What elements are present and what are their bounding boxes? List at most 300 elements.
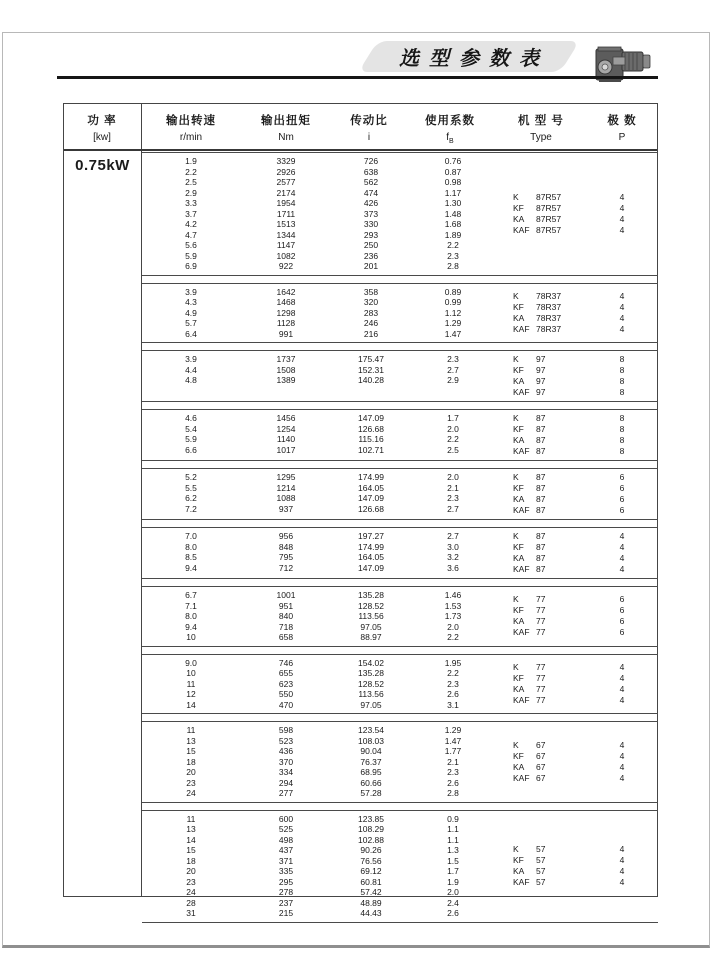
model-type-row bbox=[513, 424, 655, 435]
model-type-row bbox=[513, 773, 655, 784]
torque-value: 523 bbox=[278, 735, 294, 746]
poles-value: 6 bbox=[619, 494, 625, 504]
fb-column bbox=[413, 156, 493, 272]
model-prefix: KA bbox=[513, 761, 525, 772]
speed-value: 9.4 bbox=[185, 562, 197, 573]
torque-value: 371 bbox=[278, 855, 294, 866]
service-factor-value: 1.48 bbox=[444, 208, 462, 219]
torque-value: 1508 bbox=[276, 364, 296, 375]
ratio-value: 216 bbox=[363, 328, 379, 339]
torque-column bbox=[246, 413, 326, 455]
torque-value: 937 bbox=[278, 503, 294, 514]
model-size: 57 bbox=[536, 855, 546, 865]
model-prefix: K bbox=[513, 844, 519, 854]
service-factor-value: 0.9 bbox=[447, 813, 459, 824]
speed-column bbox=[151, 472, 231, 514]
torque-value: 1082 bbox=[276, 250, 296, 261]
torque-value: 600 bbox=[278, 813, 294, 824]
service-factor-value: 2.3 bbox=[447, 678, 459, 689]
model-size: 87R57 bbox=[536, 224, 562, 235]
model-prefix: K bbox=[513, 661, 519, 672]
torque-column bbox=[246, 354, 326, 386]
service-factor-value: 3.1 bbox=[447, 699, 459, 710]
model-type-row bbox=[513, 291, 655, 302]
model-type-list bbox=[513, 472, 655, 516]
ratio-value: 123.54 bbox=[358, 725, 384, 735]
ratio-value: 68.95 bbox=[360, 767, 382, 777]
speed-value: 6.7 bbox=[185, 590, 197, 600]
model-type-row bbox=[513, 627, 655, 638]
service-factor-value: 1.7 bbox=[447, 866, 459, 876]
model-size: 67 bbox=[536, 739, 546, 750]
model-type-list bbox=[513, 740, 655, 784]
ratio-value: 60.81 bbox=[360, 876, 382, 887]
model-prefix: KA bbox=[513, 312, 525, 323]
model-prefix: KAF bbox=[513, 224, 530, 235]
ratio-value: 48.89 bbox=[360, 897, 382, 908]
model-type-list bbox=[513, 354, 655, 398]
model-size: 78R37 bbox=[536, 323, 562, 334]
service-factor-value: 2.6 bbox=[447, 908, 459, 918]
torque-value: 1017 bbox=[276, 444, 296, 455]
service-factor-value: 3.2 bbox=[447, 552, 459, 562]
poles-value: 4 bbox=[619, 683, 625, 694]
model-prefix: KF bbox=[513, 365, 524, 375]
model-prefix: KAF bbox=[513, 694, 530, 705]
speed-value: 5.2 bbox=[185, 472, 197, 482]
speed-value: 5.9 bbox=[185, 434, 197, 444]
poles-value: 8 bbox=[619, 413, 625, 423]
selection-parameter-table bbox=[63, 103, 658, 918]
ratio-value: 152.31 bbox=[358, 364, 384, 375]
model-prefix: KAF bbox=[513, 505, 530, 515]
gearmotor-photo-icon bbox=[593, 40, 657, 88]
service-factor-value: 2.4 bbox=[447, 897, 459, 908]
torque-value: 1389 bbox=[276, 375, 296, 385]
model-type-row bbox=[513, 553, 655, 564]
header-output-speed bbox=[136, 104, 246, 143]
poles-value: 8 bbox=[619, 354, 625, 364]
poles-value: 6 bbox=[619, 483, 625, 493]
model-type-list bbox=[513, 662, 655, 706]
service-factor-value: 1.17 bbox=[444, 187, 462, 198]
speed-value: 23 bbox=[186, 876, 196, 887]
torque-value: 2926 bbox=[276, 166, 296, 177]
ratio-value: 128.52 bbox=[358, 678, 384, 689]
service-factor-value: 1.29 bbox=[444, 318, 462, 328]
model-size: 87 bbox=[536, 494, 546, 504]
model-size: 87 bbox=[536, 424, 546, 434]
service-factor-value: 2.8 bbox=[447, 261, 459, 271]
model-type-row bbox=[513, 313, 655, 324]
ratio-group-block bbox=[142, 152, 658, 276]
model-prefix: KA bbox=[513, 435, 525, 445]
speed-value: 11 bbox=[186, 678, 196, 689]
model-type-row bbox=[513, 673, 655, 684]
model-prefix: KAF bbox=[513, 772, 530, 783]
service-factor-value: 2.1 bbox=[447, 756, 459, 767]
ratio-column bbox=[331, 287, 411, 340]
header-power-unit: [kw] bbox=[93, 132, 111, 143]
torque-value: 550 bbox=[278, 689, 294, 699]
model-type-list bbox=[513, 594, 655, 638]
speed-value: 10 bbox=[186, 632, 196, 642]
model-type-row bbox=[513, 542, 655, 553]
speed-value: 5.7 bbox=[185, 318, 197, 328]
fb-column bbox=[413, 590, 493, 643]
torque-value: 1295 bbox=[276, 472, 296, 482]
fb-column bbox=[413, 354, 493, 386]
ratio-value: 293 bbox=[363, 229, 379, 240]
ratio-value: 135.28 bbox=[358, 668, 384, 678]
ratio-value: 474 bbox=[363, 187, 379, 198]
poles-value: 4 bbox=[619, 224, 625, 235]
service-factor-value: 3.6 bbox=[447, 562, 459, 573]
model-size: 87 bbox=[536, 564, 546, 574]
ratio-value: 250 bbox=[363, 240, 379, 250]
model-type-row bbox=[513, 203, 655, 214]
header-output-torque-unit: Nm bbox=[278, 132, 294, 143]
model-type-row bbox=[513, 762, 655, 773]
torque-column bbox=[246, 156, 326, 272]
model-prefix: KF bbox=[513, 424, 524, 434]
torque-value: 1737 bbox=[276, 354, 296, 364]
model-type-row bbox=[513, 695, 655, 706]
model-type-row bbox=[513, 855, 655, 866]
poles-value: 4 bbox=[619, 323, 625, 334]
ratio-group-blocks bbox=[142, 152, 658, 930]
ratio-value: 108.03 bbox=[358, 735, 384, 746]
service-factor-value: 2.2 bbox=[447, 668, 459, 678]
torque-value: 1711 bbox=[276, 208, 296, 219]
poles-value: 4 bbox=[619, 213, 625, 224]
torque-value: 498 bbox=[278, 834, 294, 845]
title-banner bbox=[368, 41, 570, 72]
torque-value: 746 bbox=[278, 657, 294, 668]
torque-value: 1344 bbox=[276, 229, 296, 240]
model-prefix: KA bbox=[513, 213, 525, 224]
poles-value: 6 bbox=[619, 594, 625, 605]
torque-column bbox=[246, 658, 326, 711]
speed-value: 4.7 bbox=[185, 229, 197, 240]
model-type-row bbox=[513, 605, 655, 616]
speed-value: 8.0 bbox=[185, 541, 197, 552]
service-factor-value: 1.29 bbox=[444, 725, 462, 735]
fb-column bbox=[413, 413, 493, 455]
speed-value: 5.9 bbox=[185, 250, 197, 261]
model-size: 97 bbox=[536, 387, 546, 397]
ratio-value: 201 bbox=[363, 261, 379, 271]
model-size: 87 bbox=[536, 483, 546, 493]
fb-column bbox=[413, 287, 493, 340]
header-service-factor-unit: $f_B$ bbox=[446, 132, 454, 145]
ratio-group-block bbox=[142, 283, 658, 344]
poles-value: 6 bbox=[619, 472, 625, 482]
service-factor-value: 2.3 bbox=[447, 354, 459, 364]
torque-column bbox=[246, 725, 326, 799]
poles-value: 8 bbox=[619, 424, 625, 434]
service-factor-value: 2.0 bbox=[447, 887, 459, 897]
ratio-value: 147.09 bbox=[358, 413, 384, 423]
model-size: 78R37 bbox=[536, 301, 562, 312]
speed-value: 7.1 bbox=[185, 600, 197, 611]
ratio-value: 90.26 bbox=[360, 845, 382, 855]
ratio-value: 562 bbox=[363, 177, 379, 187]
fb-column bbox=[413, 472, 493, 514]
service-factor-value: 1.5 bbox=[447, 855, 459, 866]
ratio-value: 320 bbox=[363, 297, 379, 307]
model-type-row bbox=[513, 531, 655, 542]
poles-value: 4 bbox=[619, 855, 625, 865]
service-factor-value: 2.7 bbox=[447, 531, 459, 541]
speed-value: 3.7 bbox=[185, 208, 197, 219]
model-size: 87R57 bbox=[536, 202, 562, 213]
ratio-value: 175.47 bbox=[358, 354, 384, 364]
speed-value: 8.5 bbox=[185, 552, 197, 562]
poles-value: 4 bbox=[619, 844, 625, 854]
model-type-list bbox=[513, 192, 655, 236]
model-prefix: KF bbox=[513, 855, 524, 865]
ratio-value: 164.05 bbox=[358, 482, 384, 493]
speed-value: 3.9 bbox=[185, 354, 197, 364]
header-model-type-unit: Type bbox=[530, 132, 552, 143]
ratio-value: 97.05 bbox=[360, 699, 382, 710]
poles-value: 8 bbox=[619, 387, 625, 397]
speed-value: 24 bbox=[186, 887, 196, 897]
torque-column bbox=[246, 472, 326, 514]
poles-value: 4 bbox=[619, 772, 625, 783]
speed-value: 15 bbox=[186, 746, 196, 756]
model-type-row bbox=[513, 376, 655, 387]
ratio-column bbox=[331, 413, 411, 455]
ratio-value: 330 bbox=[363, 219, 379, 229]
torque-value: 334 bbox=[278, 767, 294, 777]
torque-value: 1468 bbox=[276, 297, 296, 307]
model-type-row bbox=[513, 684, 655, 695]
ratio-value: 638 bbox=[363, 166, 379, 177]
torque-value: 840 bbox=[278, 611, 294, 621]
service-factor-value: 2.2 bbox=[447, 434, 459, 444]
model-prefix: K bbox=[513, 413, 519, 423]
service-factor-value: 1.30 bbox=[444, 198, 462, 208]
torque-value: 1140 bbox=[276, 434, 296, 444]
model-prefix: K bbox=[513, 354, 519, 364]
speed-value: 2.5 bbox=[185, 177, 197, 187]
power-rating-label: 0.75kW bbox=[75, 157, 130, 174]
model-prefix: K bbox=[513, 594, 519, 605]
torque-value: 1642 bbox=[276, 286, 296, 297]
model-size: 87R57 bbox=[536, 213, 562, 224]
poles-value: 4 bbox=[619, 694, 625, 705]
speed-value: 20 bbox=[186, 866, 196, 876]
torque-value: 2577 bbox=[276, 177, 296, 187]
model-prefix: K bbox=[513, 472, 519, 482]
speed-value: 4.8 bbox=[185, 375, 197, 385]
model-size: 87 bbox=[536, 531, 546, 541]
poles-value: 4 bbox=[619, 202, 625, 213]
model-prefix: KF bbox=[513, 605, 524, 616]
model-prefix: K bbox=[513, 290, 519, 301]
model-size: 77 bbox=[536, 627, 546, 638]
model-prefix: K bbox=[513, 191, 519, 202]
torque-value: 437 bbox=[278, 845, 294, 855]
service-factor-value: 2.2 bbox=[447, 632, 459, 642]
header-model-type-label: 机 型 号 bbox=[518, 115, 564, 127]
model-size: 67 bbox=[536, 750, 546, 761]
speed-column bbox=[151, 725, 231, 799]
model-type-list bbox=[513, 844, 655, 888]
poles-value: 4 bbox=[619, 312, 625, 323]
service-factor-value: 1.9 bbox=[447, 876, 459, 887]
ratio-column bbox=[331, 590, 411, 643]
model-prefix: KA bbox=[513, 553, 525, 563]
ratio-value: 373 bbox=[363, 208, 379, 219]
service-factor-value: 2.0 bbox=[447, 621, 459, 632]
table-header-row bbox=[64, 104, 657, 151]
service-factor-value: 0.76 bbox=[444, 156, 462, 166]
torque-value: 1298 bbox=[276, 307, 296, 318]
ratio-group-block bbox=[142, 468, 658, 520]
poles-value: 4 bbox=[619, 564, 625, 574]
ratio-value: 108.29 bbox=[358, 824, 384, 834]
ratio-value: 57.28 bbox=[360, 788, 382, 798]
model-prefix: KAF bbox=[513, 564, 530, 574]
poles-value: 8 bbox=[619, 435, 625, 445]
torque-value: 655 bbox=[278, 668, 294, 678]
torque-value: 3329 bbox=[276, 156, 296, 166]
model-size: 77 bbox=[536, 694, 546, 705]
service-factor-value: 2.0 bbox=[447, 472, 459, 482]
service-factor-value: 2.7 bbox=[447, 364, 459, 375]
model-prefix: KF bbox=[513, 750, 524, 761]
torque-column bbox=[246, 590, 326, 643]
model-size: 87 bbox=[536, 553, 546, 563]
model-type-row bbox=[513, 387, 655, 398]
service-factor-value: 2.8 bbox=[447, 788, 459, 798]
service-factor-value: 1.73 bbox=[444, 611, 462, 621]
model-type-row bbox=[513, 844, 655, 855]
model-size: 87 bbox=[536, 472, 546, 482]
ratio-column bbox=[331, 531, 411, 573]
speed-column bbox=[151, 531, 231, 573]
speed-value: 13 bbox=[186, 735, 196, 746]
ratio-value: 44.43 bbox=[360, 908, 382, 918]
ratio-value: 174.99 bbox=[358, 541, 384, 552]
poles-value: 4 bbox=[619, 301, 625, 312]
header-poles-label: 极 数 bbox=[607, 115, 637, 127]
service-factor-value: 1.77 bbox=[444, 746, 462, 756]
header-rule bbox=[57, 76, 658, 79]
speed-value: 4.4 bbox=[185, 364, 197, 375]
service-factor-value: 2.3 bbox=[447, 767, 459, 777]
torque-value: 335 bbox=[278, 866, 294, 876]
speed-value: 18 bbox=[186, 756, 196, 767]
ratio-group-block bbox=[142, 810, 658, 923]
header-output-torque-label: 输出扭矩 bbox=[261, 115, 311, 127]
torque-value: 1214 bbox=[276, 482, 296, 493]
ratio-value: 90.04 bbox=[360, 746, 382, 756]
poles-value: 4 bbox=[619, 877, 625, 887]
poles-value: 6 bbox=[619, 616, 625, 627]
ratio-column bbox=[331, 725, 411, 799]
model-prefix: K bbox=[513, 739, 519, 750]
speed-value: 31 bbox=[186, 908, 196, 918]
torque-value: 277 bbox=[278, 788, 294, 798]
ratio-group-block bbox=[142, 527, 658, 579]
service-factor-value: 2.7 bbox=[447, 503, 459, 514]
ratio-value: 60.66 bbox=[360, 777, 382, 788]
header-ratio-label: 传动比 bbox=[350, 115, 388, 127]
model-type-row bbox=[513, 446, 655, 457]
model-size: 77 bbox=[536, 661, 546, 672]
service-factor-value: 3.0 bbox=[447, 541, 459, 552]
service-factor-value: 0.89 bbox=[444, 286, 462, 297]
fb-column bbox=[413, 531, 493, 573]
model-prefix: KF bbox=[513, 542, 524, 552]
header-ratio-unit: i bbox=[367, 132, 371, 143]
model-size: 77 bbox=[536, 605, 546, 616]
model-size: 97 bbox=[536, 354, 546, 364]
model-prefix: KAF bbox=[513, 877, 530, 887]
poles-value: 6 bbox=[619, 627, 625, 638]
model-type-row bbox=[513, 662, 655, 673]
ratio-value: 69.12 bbox=[360, 866, 382, 876]
speed-column bbox=[151, 413, 231, 455]
model-type-row bbox=[513, 472, 655, 483]
header-output-speed-label: 输出转速 bbox=[166, 115, 216, 127]
ratio-group-block bbox=[142, 654, 658, 715]
ratio-value: 236 bbox=[363, 250, 379, 261]
model-type-row bbox=[513, 505, 655, 516]
speed-value: 18 bbox=[186, 855, 196, 866]
model-type-row bbox=[513, 435, 655, 446]
poles-value: 4 bbox=[619, 661, 625, 672]
speed-value: 5.6 bbox=[185, 240, 197, 250]
poles-value: 4 bbox=[619, 739, 625, 750]
ratio-value: 147.09 bbox=[358, 562, 384, 573]
service-factor-value: 2.6 bbox=[447, 777, 459, 788]
speed-value: 7.0 bbox=[185, 531, 197, 541]
ratio-column bbox=[331, 658, 411, 711]
model-type-row bbox=[513, 354, 655, 365]
service-factor-value: 1.1 bbox=[447, 834, 459, 845]
header-output-speed-unit: r/min bbox=[179, 132, 203, 143]
model-type-row bbox=[513, 594, 655, 605]
model-size: 77 bbox=[536, 594, 546, 605]
poles-value: 6 bbox=[619, 505, 625, 515]
ratio-value: 113.56 bbox=[358, 689, 384, 699]
ratio-value: 174.99 bbox=[358, 472, 384, 482]
torque-column bbox=[246, 814, 326, 919]
page-title: 选型参数表 bbox=[399, 48, 549, 70]
service-factor-value: 2.3 bbox=[447, 250, 459, 261]
poles-value: 4 bbox=[619, 672, 625, 683]
model-prefix: KA bbox=[513, 683, 525, 694]
ratio-value: 126.68 bbox=[358, 423, 384, 434]
service-factor-value: 1.7 bbox=[447, 413, 459, 423]
model-size: 57 bbox=[536, 866, 546, 876]
torque-value: 295 bbox=[278, 876, 294, 887]
poles-value: 4 bbox=[619, 761, 625, 772]
ratio-value: 246 bbox=[363, 318, 379, 328]
model-type-row bbox=[513, 866, 655, 877]
ratio-column bbox=[331, 354, 411, 386]
speed-value: 13 bbox=[186, 824, 196, 834]
torque-value: 215 bbox=[278, 908, 294, 918]
torque-value: 623 bbox=[278, 678, 294, 689]
torque-value: 1088 bbox=[276, 493, 296, 503]
torque-value: 1513 bbox=[276, 219, 296, 229]
